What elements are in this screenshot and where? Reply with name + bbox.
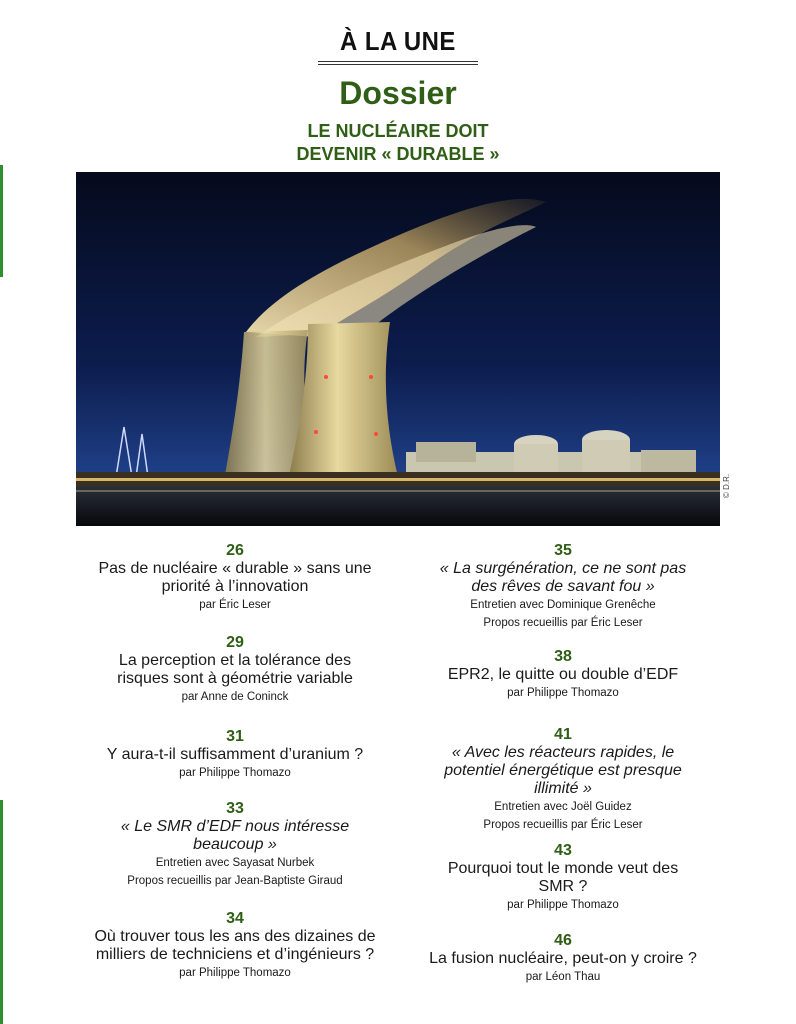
page-number: 31: [226, 728, 244, 745]
article-title: « La surgénération, ce ne sont pas: [439, 560, 687, 577]
page-number: 34: [226, 910, 244, 927]
page-number: 41: [554, 726, 572, 743]
page-number: 26: [226, 542, 244, 559]
article-byline: Propos recueillis par Éric Leser: [483, 819, 643, 831]
article-byline: par Léon Thau: [525, 971, 601, 983]
article-title: risques sont à géométrie variable: [117, 670, 353, 687]
contents-entry[interactable]: [70, 634, 400, 706]
article-title: potentiel énergétique est presque: [444, 762, 682, 779]
dossier-title-line: LE NUCLÉAIRE DOIT: [307, 121, 489, 141]
page-number: 46: [554, 932, 572, 949]
article-title: « Le SMR d’EDF nous intéresse: [120, 818, 350, 835]
article-byline: Entretien avec Sayasat Nurbek: [155, 857, 315, 869]
dossier-title: [0, 120, 796, 166]
article-title: La fusion nucléaire, peut-on y croire ?: [429, 950, 697, 967]
article-title: Où trouver tous les ans des dizaines de: [94, 928, 376, 945]
article-byline: par Éric Leser: [199, 599, 271, 611]
side-accent-bar-top: [0, 165, 3, 277]
contents-entry[interactable]: [70, 910, 400, 982]
article-byline: par Anne de Coninck: [181, 691, 289, 703]
article-title: SMR ?: [538, 878, 588, 895]
contents-entry[interactable]: [398, 932, 728, 986]
dossier-title-line: DEVENIR « DURABLE »: [296, 144, 500, 164]
dossier-label: Dossier: [339, 75, 457, 111]
header-rule-top: [318, 61, 478, 62]
side-accent-bar-bottom: [0, 800, 3, 1024]
contents-entry[interactable]: [398, 842, 728, 914]
article-title: « Avec les réacteurs rapides, le: [451, 744, 675, 761]
page-number: 43: [554, 842, 572, 859]
article-byline: Entretien avec Joël Guidez: [494, 801, 632, 813]
article-title: Pourquoi tout le monde veut des: [447, 860, 679, 877]
article-byline: par Philippe Thomazo: [179, 967, 291, 979]
article-byline: par Philippe Thomazo: [507, 899, 619, 911]
article-title: EPR2, le quitte ou double d’EDF: [447, 666, 679, 683]
article-title: beaucoup »: [193, 836, 277, 853]
article-title: priorité à l’innovation: [161, 578, 309, 595]
article-title: des rêves de savant fou »: [471, 578, 655, 595]
contents-entry[interactable]: [70, 728, 400, 782]
contents-entry[interactable]: [398, 648, 728, 702]
page-number: 35: [554, 542, 572, 559]
article-title: Pas de nucléaire « durable » sans une: [98, 560, 372, 577]
contents-entry[interactable]: [398, 726, 728, 834]
photo-credit: © D.R.: [722, 473, 731, 498]
section-header: [0, 26, 796, 57]
contents-entry[interactable]: [70, 542, 400, 614]
article-byline: Propos recueillis par Jean-Baptiste Giraud: [127, 875, 343, 887]
article-title: milliers de techniciens et d’ingénieurs ?: [95, 946, 375, 963]
nuclear-plant-photo: [76, 172, 720, 526]
page-number: 29: [226, 634, 244, 651]
article-title: Y aura-t-il suffisamment d’uranium ?: [106, 746, 364, 763]
article-title: illimité »: [534, 780, 592, 797]
page-number: 33: [226, 800, 244, 817]
page-number: 38: [554, 648, 572, 665]
section-title: À LA UNE: [340, 26, 456, 56]
article-title: La perception et la tolérance des: [118, 652, 352, 669]
article-byline: Entretien avec Dominique Grenêche: [470, 599, 656, 611]
contents-entry[interactable]: [70, 800, 400, 890]
article-byline: par Philippe Thomazo: [179, 767, 291, 779]
header-rule-bottom: [318, 64, 478, 65]
article-byline: Propos recueillis par Éric Leser: [483, 617, 643, 629]
contents-entry[interactable]: [398, 542, 728, 632]
article-byline: par Philippe Thomazo: [507, 687, 619, 699]
